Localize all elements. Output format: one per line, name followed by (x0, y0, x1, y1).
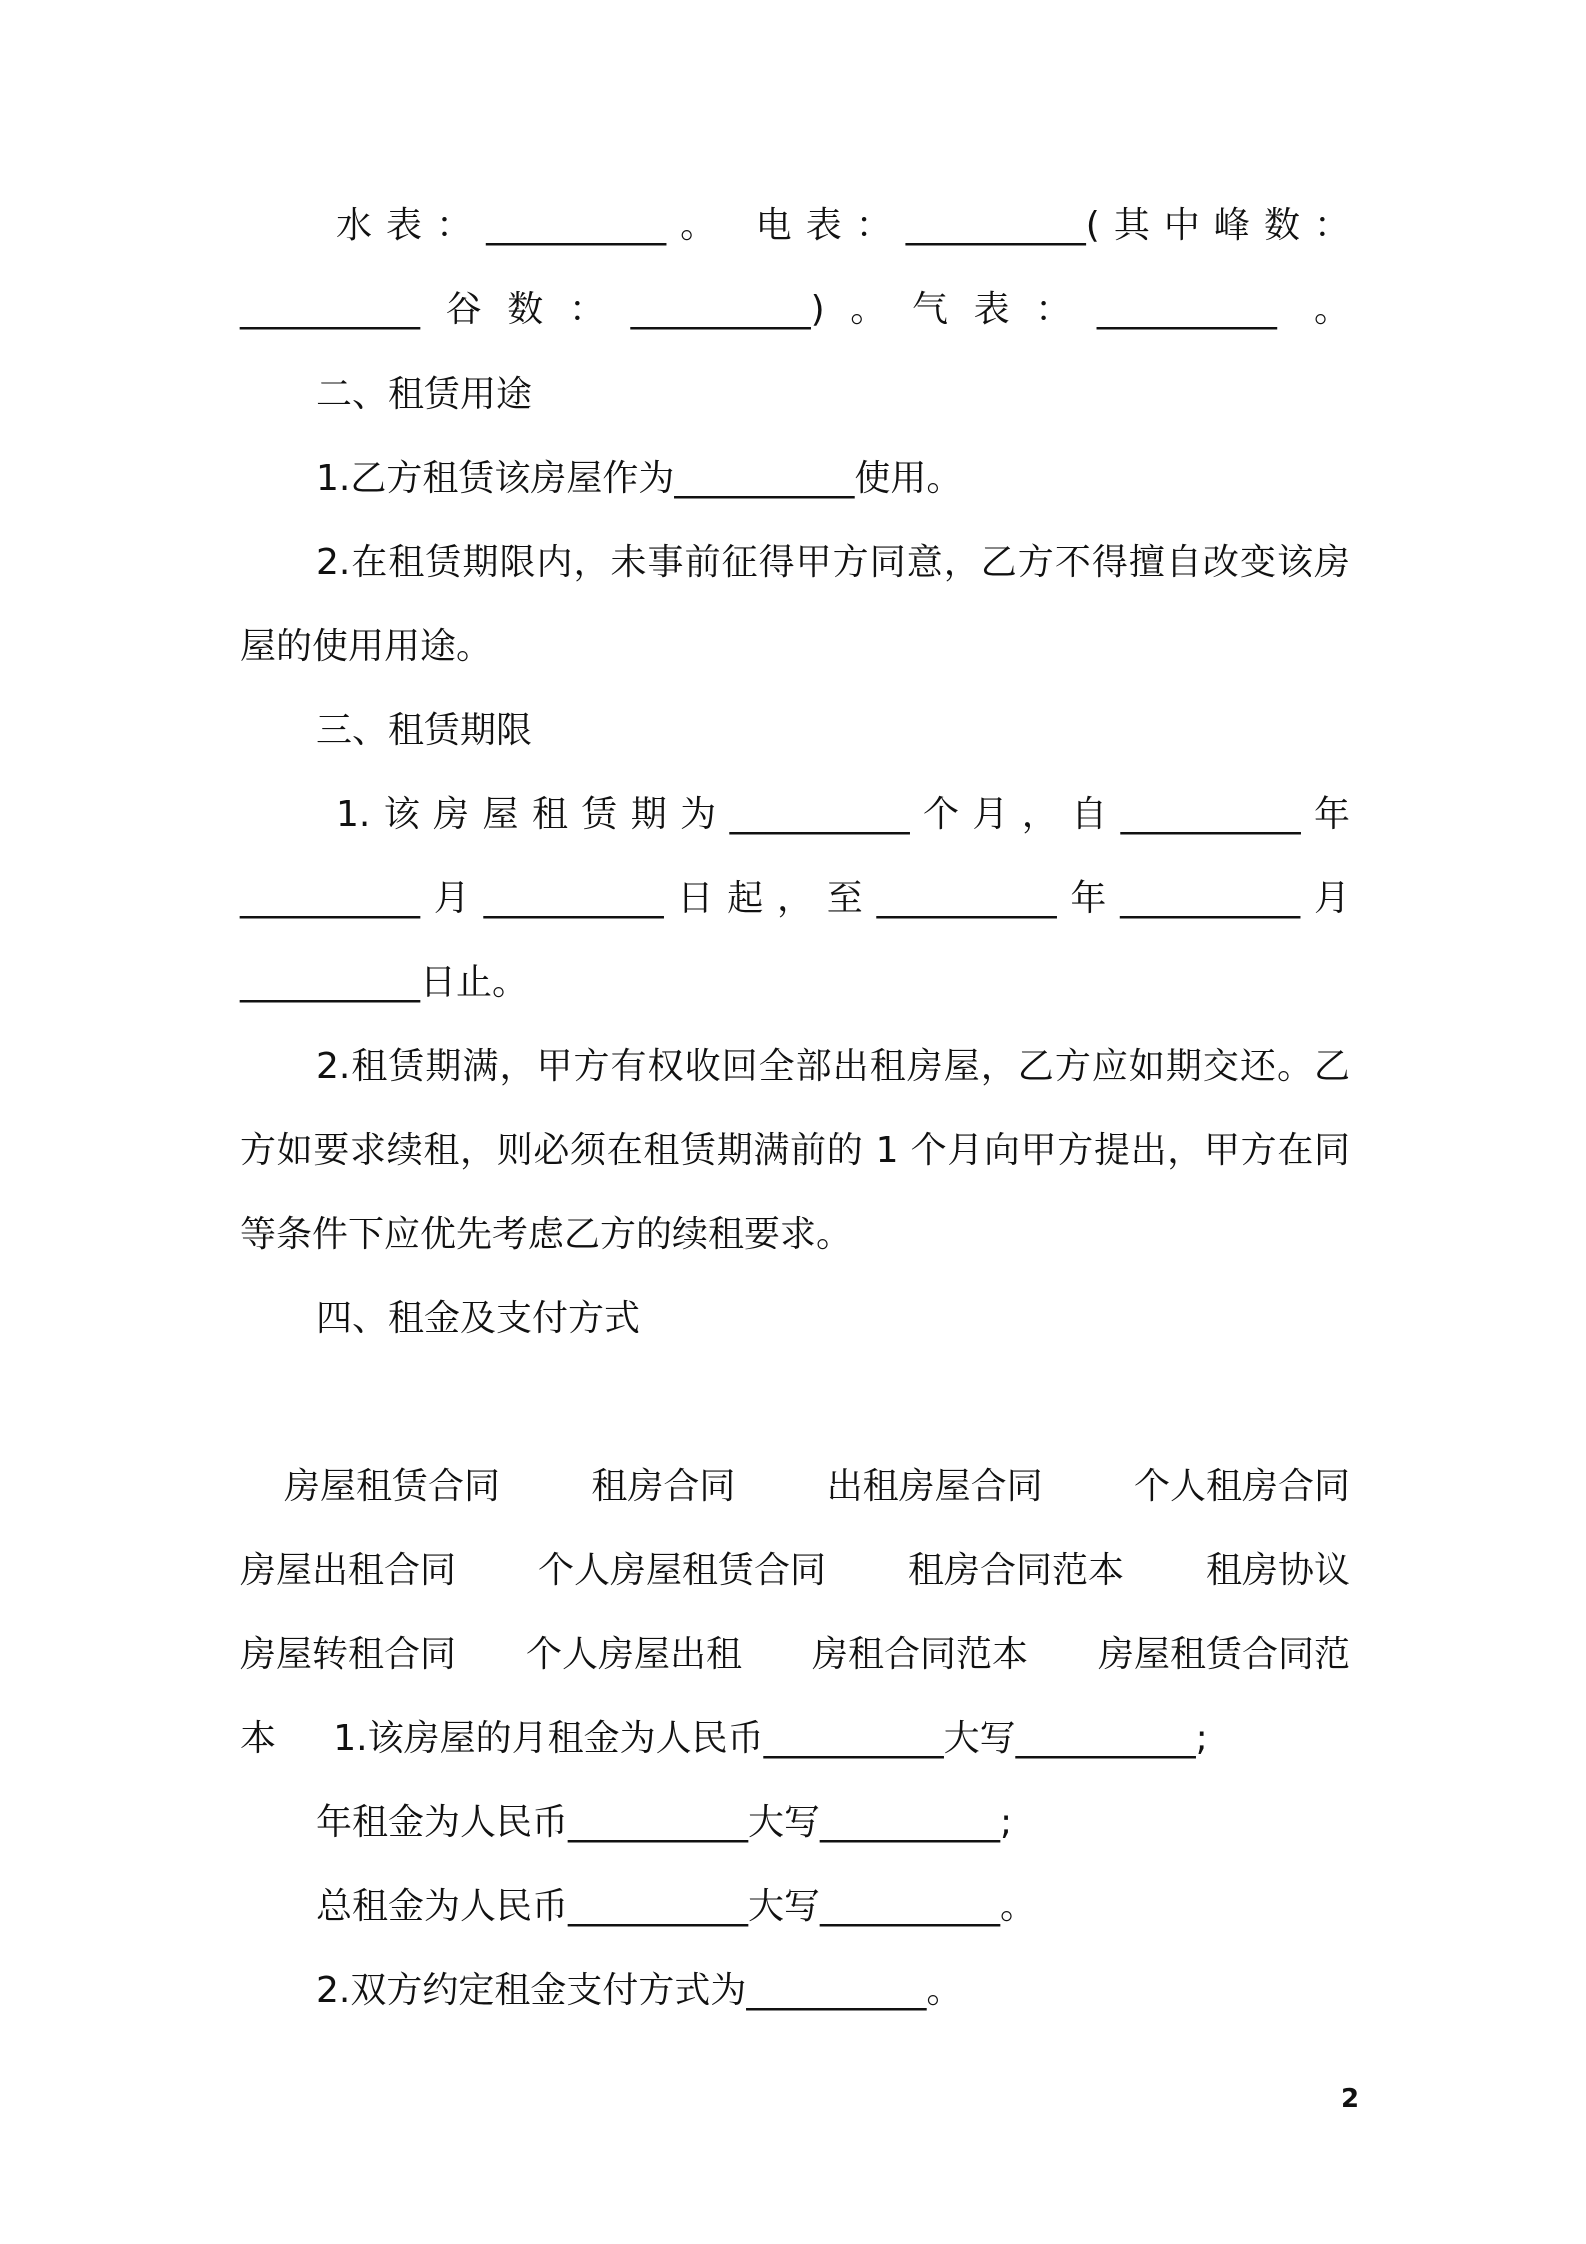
keyword-link[interactable]: 租房协议 (1205, 1550, 1350, 1591)
keyword-row (240, 1541, 1350, 1601)
clause-term-2-end: 等条件下应优先考虑乙方的续租要求。 (240, 1214, 853, 1255)
clause-term-2-continued: 方如要求续租，则必须在租赁期满前的 1 个月向甲方提出，甲方在同 (240, 1130, 1350, 1171)
clause-rent-payment: 2.双方约定租金支付方式为__________。 (316, 1970, 963, 2011)
clause-term-1: 1.该房屋租赁期为__________个月，自__________年 (336, 794, 1350, 835)
clause-term-2: 2.租赁期满，甲方有权收回全部出租房屋，乙方应如期交还。乙 (316, 1046, 1350, 1087)
clause-purpose-1: 1.乙方租赁该房屋作为__________使用。 (316, 458, 963, 499)
clause-term-1-dates: __________月__________日起，至__________年__________月 (240, 878, 1350, 919)
section-heading-term: 三、租赁期限 (316, 710, 533, 751)
clause-term-1-end: __________日止。 (240, 962, 529, 1003)
keyword-link[interactable]: 个人租房合同 (1133, 1466, 1350, 1507)
clause-purpose-2: 2.在租赁期限内，未事前征得甲方同意，乙方不得擅自改变该房 (316, 542, 1350, 583)
section-heading-rent: 四、租金及支付方式 (316, 1298, 641, 1339)
meter-line: 水表：__________。 电表：__________(其中峰数： (336, 205, 1350, 246)
clause-purpose-2-continued: 屋的使用用途。 (240, 626, 493, 667)
keyword-link[interactable]: 房租合同范本 (811, 1634, 1028, 1675)
clause-rent-total: 总租金为人民币__________大写__________。 (316, 1886, 1037, 1927)
page-number: 2 (1340, 2084, 1360, 2114)
keyword-link[interactable]: 房屋转租合同 (240, 1634, 457, 1675)
keyword-link[interactable]: 房屋出租合同 (240, 1550, 457, 1591)
clause-rent-monthly: 本 1.该房屋的月租金为人民币__________大写__________; (240, 1718, 1208, 1759)
keyword-link[interactable]: 出租房屋合同 (826, 1466, 1043, 1507)
keyword-link[interactable]: 房屋租赁合同范 (1097, 1634, 1350, 1675)
meter-line-continued: __________谷数：__________)。气表：__________ 。 (240, 289, 1350, 330)
keyword-row (240, 1457, 1350, 1517)
section-heading-purpose: 二、租赁用途 (316, 374, 533, 415)
keyword-link[interactable]: 个人房屋出租 (525, 1634, 742, 1675)
keyword-link[interactable]: 租房合同范本 (907, 1550, 1124, 1591)
keyword-row (240, 1625, 1350, 1685)
keyword-link[interactable]: 租房合同 (591, 1466, 736, 1507)
clause-rent-yearly: 年租金为人民币__________大写__________; (316, 1802, 1013, 1843)
keyword-link[interactable]: 房屋租赁合同 (284, 1466, 501, 1507)
keyword-link[interactable]: 个人房屋租赁合同 (537, 1550, 826, 1591)
